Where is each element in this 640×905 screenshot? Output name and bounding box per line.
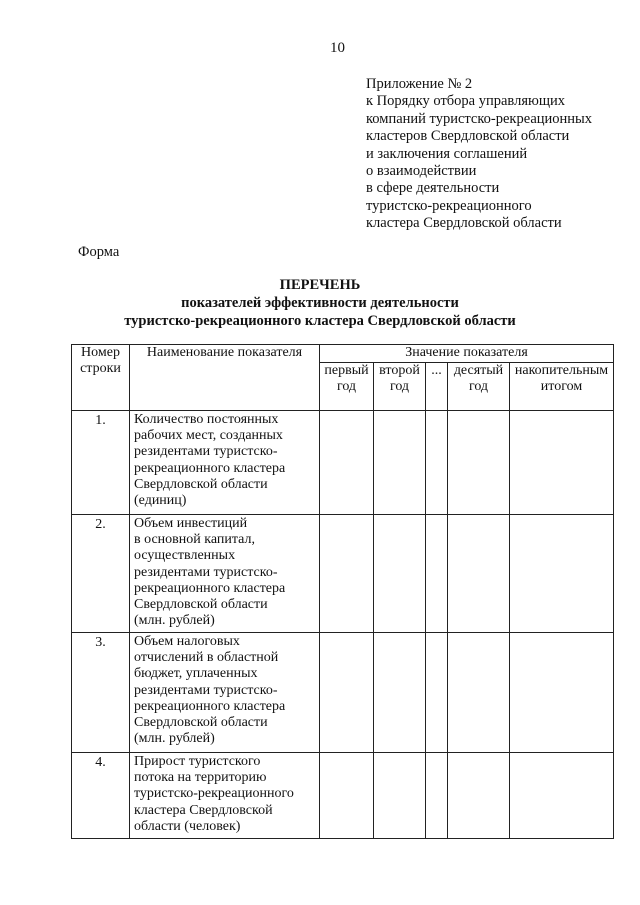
row-indicator-name: Объем инвестиций в основной капитал, осуществленных резидентами туристско- рекреационного кластера Свердловской области (млн. рублей) — [130, 515, 320, 633]
row-indicator-name: Прирост туристского потока на территорию туристско-рекреационного кластера Свердловской области (человек) — [130, 753, 320, 839]
value-cell — [320, 633, 374, 753]
value-cell — [426, 753, 448, 839]
header-col-second-year: второй год — [374, 363, 426, 411]
header-col-first-year: первый год — [320, 363, 374, 411]
value-cell — [510, 411, 614, 515]
value-cell — [320, 753, 374, 839]
title-line: показателей эффективности деятельности — [181, 295, 459, 311]
indicators-table — [71, 344, 614, 839]
value-cell — [426, 411, 448, 515]
header-value-group: Значение показателя — [320, 345, 614, 363]
row-number: 3. — [72, 633, 130, 753]
appendix-line: в сфере деятельности — [366, 180, 500, 197]
appendix-line: компаний туристско-рекреационных — [366, 110, 593, 127]
value-cell — [510, 633, 614, 753]
appendix-line: кластера Свердловской области — [366, 215, 562, 232]
value-cell — [448, 753, 510, 839]
row-number: 2. — [72, 515, 130, 633]
document-title — [0, 276, 640, 330]
value-cell — [374, 411, 426, 515]
row-number: 4. — [72, 753, 130, 839]
appendix-line: туристско-рекреационного — [366, 197, 532, 214]
header-col-ellipsis: ... — [426, 363, 448, 411]
row-indicator-name: Объем налоговых отчислений в областной бюджет, уплаченных резидентами туристско- рекреационного кластера Свердловской области (млн. рублей) — [130, 633, 320, 753]
value-cell — [448, 411, 510, 515]
title-line: ПЕРЕЧЕНЬ — [279, 277, 361, 293]
row-indicator-name: Количество постоянных рабочих мест, созданных резидентами туристско- рекреационного кластера Свердловской области (единиц) — [130, 411, 320, 515]
table-row — [72, 633, 614, 753]
form-label: Форма — [78, 244, 120, 260]
value-cell — [374, 633, 426, 753]
value-cell — [320, 411, 374, 515]
value-cell — [320, 515, 374, 633]
header-col-tenth-year: десятый год — [448, 363, 510, 411]
title-line: туристско-рекреационного кластера Свердловской области — [124, 313, 516, 329]
value-cell — [448, 633, 510, 753]
table-row — [72, 753, 614, 839]
row-number: 1. — [72, 411, 130, 515]
value-cell — [510, 515, 614, 633]
header-name: Наименование показателя — [130, 345, 320, 411]
appendix-line: к Порядку отбора управляющих — [366, 93, 565, 110]
value-cell — [374, 515, 426, 633]
header-row-number: Номер строки — [72, 345, 130, 411]
appendix-line: кластеров Свердловской области — [366, 128, 570, 145]
appendix-line: Приложение № 2 — [366, 76, 473, 92]
header-col-cumulative: накопительным итогом — [510, 363, 614, 411]
value-cell — [426, 633, 448, 753]
table-row — [72, 411, 614, 515]
appendix-line: о взаимодействии — [366, 163, 477, 180]
value-cell — [374, 753, 426, 839]
value-cell — [510, 753, 614, 839]
appendix-line: и заключения соглашений — [366, 145, 528, 162]
page-number: 10 — [330, 40, 345, 56]
appendix-block — [366, 76, 592, 233]
value-cell — [448, 515, 510, 633]
value-cell — [426, 515, 448, 633]
table-row — [72, 515, 614, 633]
